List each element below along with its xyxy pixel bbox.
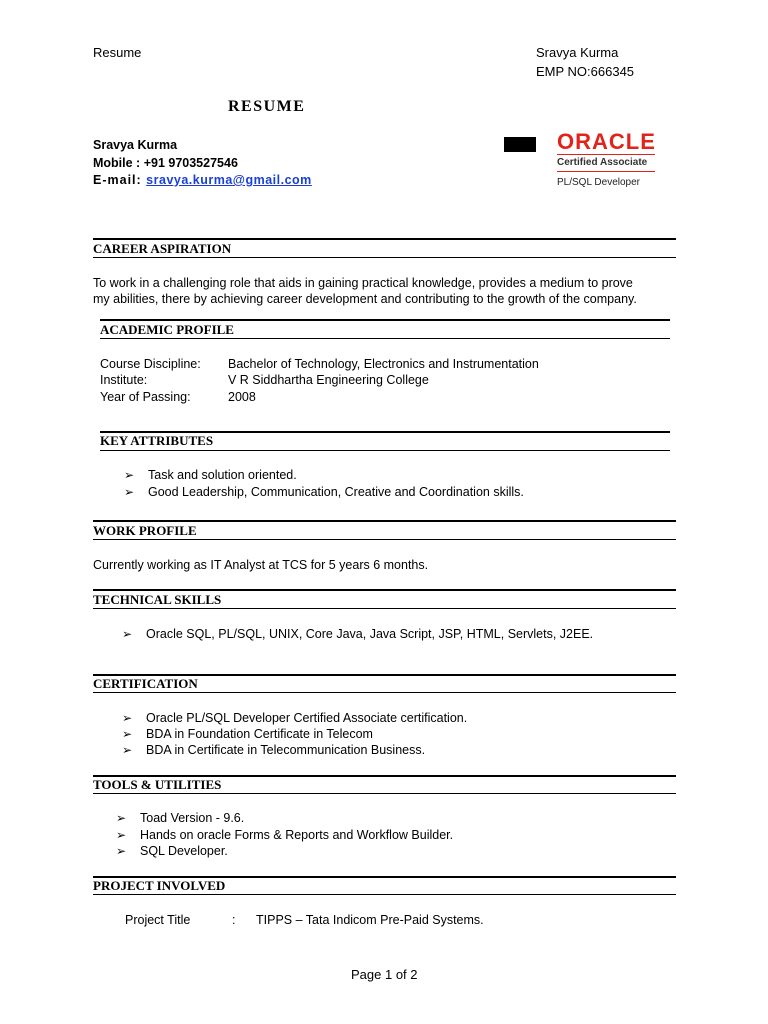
email-label: E-mail:	[93, 173, 142, 187]
arrow-bullet-icon: ➢	[122, 727, 133, 741]
key-attributes-title: KEY ATTRIBUTES	[100, 433, 214, 448]
work-title: WORK PROFILE	[93, 523, 197, 538]
header-name: Sravya Kurma	[536, 45, 619, 60]
academic-top-rule	[100, 319, 670, 321]
header-left-label: Resume	[93, 45, 142, 60]
work-text: Currently working as IT Analyst at TCS for 5 years 6 months.	[93, 558, 429, 572]
list-item	[122, 711, 467, 725]
certification-text: BDA in Foundation Certificate in Telecom	[146, 727, 373, 741]
contact-mobile	[93, 156, 238, 170]
contact-name: Sravya Kurma	[93, 138, 178, 152]
project-separator: :	[232, 913, 236, 927]
arrow-bullet-icon: ➢	[124, 485, 135, 499]
technical-bottom-rule	[93, 608, 676, 609]
arrow-bullet-icon: ➢	[122, 743, 133, 757]
oracle-divider-2	[557, 171, 655, 172]
list-item	[122, 627, 593, 641]
arrow-bullet-icon: ➢	[116, 828, 127, 842]
career-line-1: To work in a challenging role that aids in gaining practical knowledge, provides a medium to prove	[93, 276, 633, 290]
list-item	[116, 844, 228, 858]
career-title: CAREER ASPIRATION	[93, 241, 232, 256]
academic-label-institute: Institute:	[100, 373, 148, 387]
mobile-label: Mobile :	[93, 156, 141, 170]
technical-title: TECHNICAL SKILLS	[93, 592, 222, 607]
tool-text: Hands on oracle Forms & Reports and Workflow Builder.	[140, 828, 454, 842]
key-attribute-text: Good Leadership, Communication, Creative and Coordination skills.	[148, 485, 524, 499]
resume-title: RESUME	[228, 98, 306, 115]
list-item	[122, 743, 425, 757]
project-value: TIPPS – Tata Indicom Pre-Paid Systems.	[256, 913, 484, 927]
certification-bottom-rule	[93, 692, 676, 693]
tool-text: Toad Version - 9.6.	[140, 811, 245, 825]
arrow-bullet-icon: ➢	[122, 711, 133, 725]
email-link[interactable]: sravya.kurma@gmail.com	[146, 173, 312, 187]
certification-title: CERTIFICATION	[93, 676, 198, 691]
project-label: Project Title	[125, 913, 191, 927]
list-item	[122, 727, 373, 741]
oracle-certified: Certified Associate	[557, 157, 648, 168]
academic-value-course: Bachelor of Technology, Electronics and Instrumentation	[228, 357, 539, 371]
academic-label-course: Course Discipline:	[100, 357, 201, 371]
tools-bottom-rule	[93, 793, 676, 794]
technical-skill-text: Oracle SQL, PL/SQL, UNIX, Core Java, Java Script, JSP, HTML, Servlets, J2EE.	[146, 627, 594, 641]
arrow-bullet-icon: ➢	[116, 844, 127, 858]
academic-label-year: Year of Passing:	[100, 390, 191, 404]
tool-text: SQL Developer.	[140, 844, 228, 858]
list-item	[124, 468, 297, 482]
academic-value-year: 2008	[228, 390, 256, 404]
key-attribute-text: Task and solution oriented.	[148, 468, 297, 482]
career-top-rule	[93, 238, 676, 240]
oracle-brand: ORACLE	[557, 129, 656, 154]
career-bottom-rule	[93, 257, 676, 258]
work-top-rule	[93, 520, 676, 522]
list-item	[116, 811, 244, 825]
arrow-bullet-icon: ➢	[122, 627, 133, 641]
oracle-role: PL/SQL Developer	[557, 177, 641, 188]
mobile-value: +91 9703527546	[143, 156, 238, 170]
certification-text: Oracle PL/SQL Developer Certified Associate certification.	[146, 711, 468, 725]
header-emp-no: EMP NO:666345	[536, 64, 635, 79]
tools-title: TOOLS & UTILITIES	[93, 777, 222, 792]
certification-text: BDA in Certificate in Telecommunication Business.	[146, 743, 426, 757]
page-number: Page 1 of 2	[351, 967, 418, 982]
list-item	[116, 828, 453, 842]
career-line-2: my abilities, there by achieving career development and contributing to the growth of the company.	[93, 292, 637, 306]
list-item	[124, 485, 524, 499]
academic-value-institute: V R Siddhartha Engineering College	[228, 373, 429, 387]
black-box-graphic	[504, 137, 536, 152]
project-bottom-rule	[93, 894, 676, 895]
technical-top-rule	[93, 589, 676, 591]
project-title: PROJECT INVOLVED	[93, 878, 226, 893]
arrow-bullet-icon: ➢	[124, 468, 135, 482]
contact-email	[93, 173, 312, 187]
work-bottom-rule	[93, 539, 676, 540]
academic-title: ACADEMIC PROFILE	[100, 322, 234, 337]
key-attributes-bottom-rule	[100, 450, 670, 451]
academic-bottom-rule	[100, 338, 670, 339]
oracle-divider	[557, 154, 655, 155]
arrow-bullet-icon: ➢	[116, 811, 127, 825]
